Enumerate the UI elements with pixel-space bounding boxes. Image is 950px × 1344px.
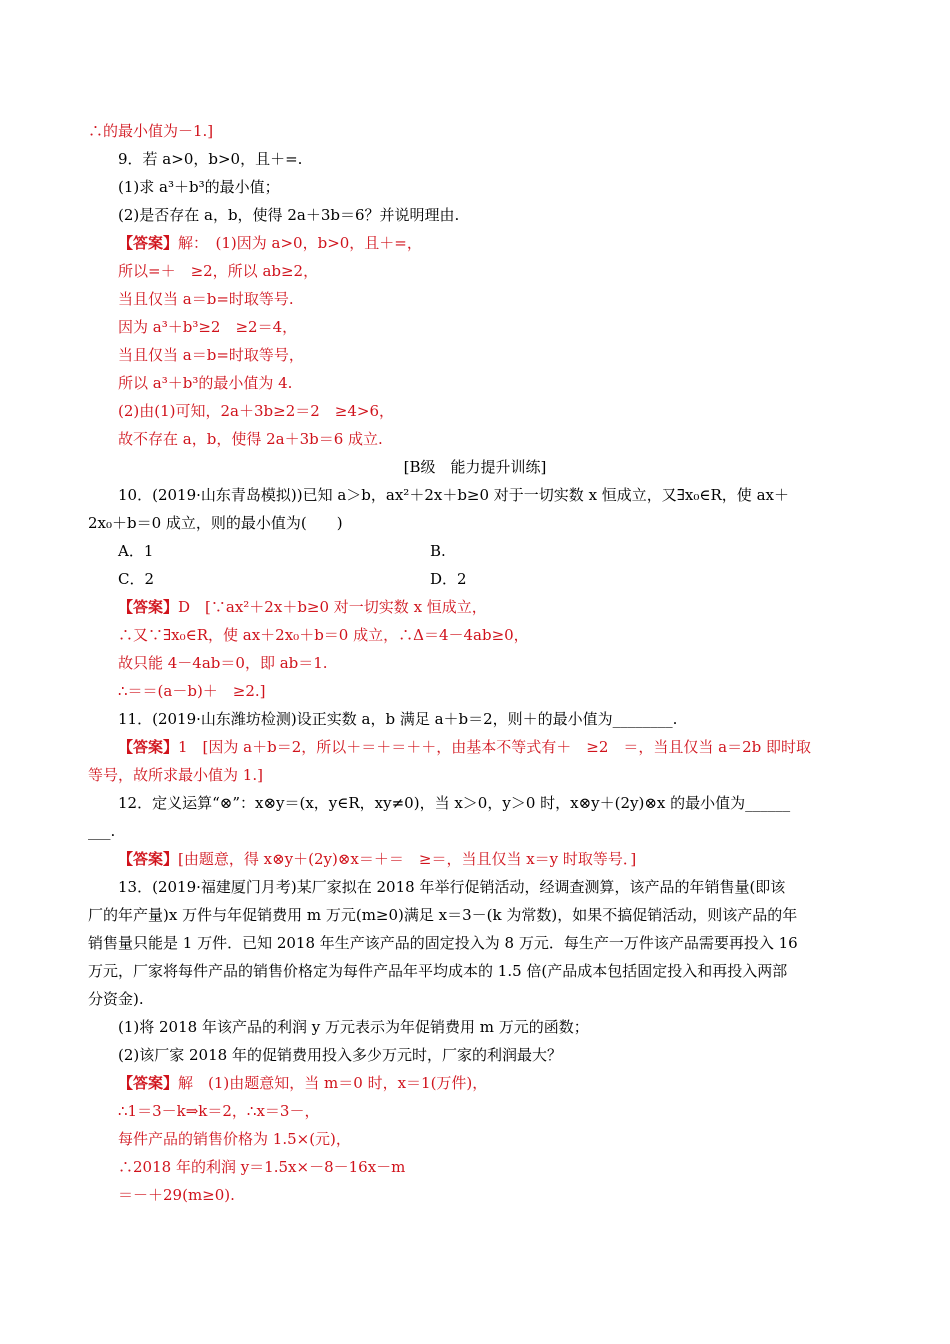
answer-9-line8: 故不存在 a，b，使得 2a＋3b＝6 成立. bbox=[118, 430, 383, 448]
answer-9-line5: 当且仅当 a＝b=时取等号， bbox=[118, 346, 304, 364]
answer-tag: 【答案】 bbox=[118, 738, 179, 756]
problem-13-stem-line3: 销售量只能是 1 万件．已知 2018 年生产该产品的固定投入为 8 万元．每生产一万件该产品需要再投入 16 bbox=[88, 934, 798, 952]
answer-13-line2: ∴1＝3－k⇒k＝2，∴x＝3－， bbox=[118, 1102, 320, 1120]
answer-13-line3: 每件产品的销售价格为 1.5×(元)， bbox=[118, 1130, 351, 1148]
answer-12-line1 bbox=[118, 849, 636, 869]
problem-12-stem-line1: 12．定义运算“⊗”：x⊗y＝(x，y∈R，xy≠0)，当 x＞0，y＞0 时，x⊗y＋(2y)⊗x 的最小值为______ bbox=[118, 794, 791, 812]
problem-9-part1: (1)求 a³＋b³的最小值； bbox=[118, 178, 280, 196]
answer-tag: 【答案】 bbox=[118, 850, 179, 868]
problem-13-part1: (1)将 2018 年该产品的利润 y 万元表示为年促销费用 m 万元的函数； bbox=[118, 1018, 589, 1036]
answer-text: 1 [因为 a＋b＝2，所以＋＝＋＝＋＋，由基本不等式有＋ ≥2 ＝，当且仅当 a＝2b 即时取 bbox=[178, 738, 812, 756]
answer-9-line3: 当且仅当 a＝b=时取等号. bbox=[118, 290, 294, 308]
problem-13-stem-line1: 13．(2019·福建厦门月考)某厂家拟在 2018 年举行促销活动，经调查测算，该产品的年销售量(即该 bbox=[118, 878, 786, 896]
problem-10-stem-line2: 2x₀＋b＝0 成立，则的最小值为( ) bbox=[88, 514, 343, 532]
answer-9-line4: 因为 a³＋b³≥2 ≥2＝4， bbox=[118, 318, 298, 336]
problem-10-option-b: B. bbox=[430, 542, 446, 560]
problem-10-stem-line1: 10．(2019·山东青岛模拟))已知 a＞b，ax²＋2x＋b≥0 对于一切实数 x 恒成立，又∃x₀∈R，使 ax＋ bbox=[118, 486, 789, 504]
answer-tag: 【答案】 bbox=[118, 598, 179, 616]
answer-tag: 【答案】 bbox=[118, 234, 179, 252]
answer-10-line3: 故只能 4－4ab＝0，即 ab＝1. bbox=[118, 654, 328, 672]
answer-9-line6: 所以 a³＋b³的最小值为 4. bbox=[118, 374, 293, 392]
problem-10-option-d: D．2 bbox=[430, 570, 467, 588]
answer-text: [由题意，得 x⊗y＋(2y)⊗x＝＋＝ ≥＝，当且仅当 x＝y 时取等号．] bbox=[178, 850, 637, 868]
section-heading-b: [B级 能力提升训练] bbox=[403, 458, 547, 476]
problem-13-stem-line4: 万元，厂家将每件产品的销售价格定为每件产品年平均成本的 1.5 倍(产品成本包括固定投入和再投入两部 bbox=[88, 962, 788, 980]
problem-13-stem-line5: 分资金). bbox=[88, 990, 144, 1008]
prev-answer-tail: ∴的最小值为－1.] bbox=[88, 122, 214, 140]
problem-10-option-c: C．2 bbox=[118, 570, 155, 588]
problem-10-option-a: A．1 bbox=[118, 542, 154, 560]
answer-13-line1 bbox=[118, 1073, 487, 1093]
answer-text: D [∵ax²＋2x＋b≥0 对一切实数 x 恒成立， bbox=[178, 598, 487, 616]
answer-10-line2: ∴又∵∃x₀∈R，使 ax＋2x₀＋b＝0 成立，∴Δ＝4－4ab≥0， bbox=[118, 626, 529, 644]
problem-12-stem-line2: ___. bbox=[88, 822, 116, 840]
answer-11-line2: 等号，故所求最小值为 1.] bbox=[88, 766, 263, 784]
answer-13-line5: ＝－＋29(m≥0). bbox=[118, 1186, 235, 1204]
answer-9-line7: (2)由(1)可知，2a＋3b≥2＝2 ≥4>6， bbox=[118, 402, 395, 420]
answer-13-line4: ∴2018 年的利润 y＝1.5x×－8－16x－m bbox=[118, 1158, 406, 1176]
answer-tag: 【答案】 bbox=[118, 1074, 179, 1092]
answer-10-line1 bbox=[118, 597, 487, 617]
answer-9-line1 bbox=[118, 233, 422, 253]
problem-9-part2: (2)是否存在 a，b，使得 2a＋3b＝6？并说明理由. bbox=[118, 206, 460, 224]
answer-text: 解： (1)因为 a>0，b>0，且＋=， bbox=[178, 234, 422, 252]
problem-13-part2: (2)该厂家 2018 年的促销费用投入多少万元时，厂家的利润最大？ bbox=[118, 1046, 562, 1064]
problem-11-stem: 11．(2019·山东潍坊检测)设正实数 a，b 满足 a＋b＝2，则＋的最小值为________. bbox=[118, 710, 678, 728]
problem-9-stem: 9．若 a>0，b>0，且＋=. bbox=[118, 150, 303, 168]
answer-text: 解 (1)由题意知，当 m＝0 时，x＝1(万件)， bbox=[178, 1074, 488, 1092]
problem-13-stem-line2: 厂的年产量)x 万件与年促销费用 m 万元(m≥0)满足 x＝3－(k 为常数)，如果不搞促销活动，则该产品的年 bbox=[88, 906, 798, 924]
answer-10-line4: ∴＝＝(a－b)＋ ≥2.] bbox=[118, 682, 266, 700]
answer-11-line1 bbox=[118, 737, 811, 757]
answer-9-line2: 所以=＋ ≥2，所以 ab≥2， bbox=[118, 262, 319, 280]
